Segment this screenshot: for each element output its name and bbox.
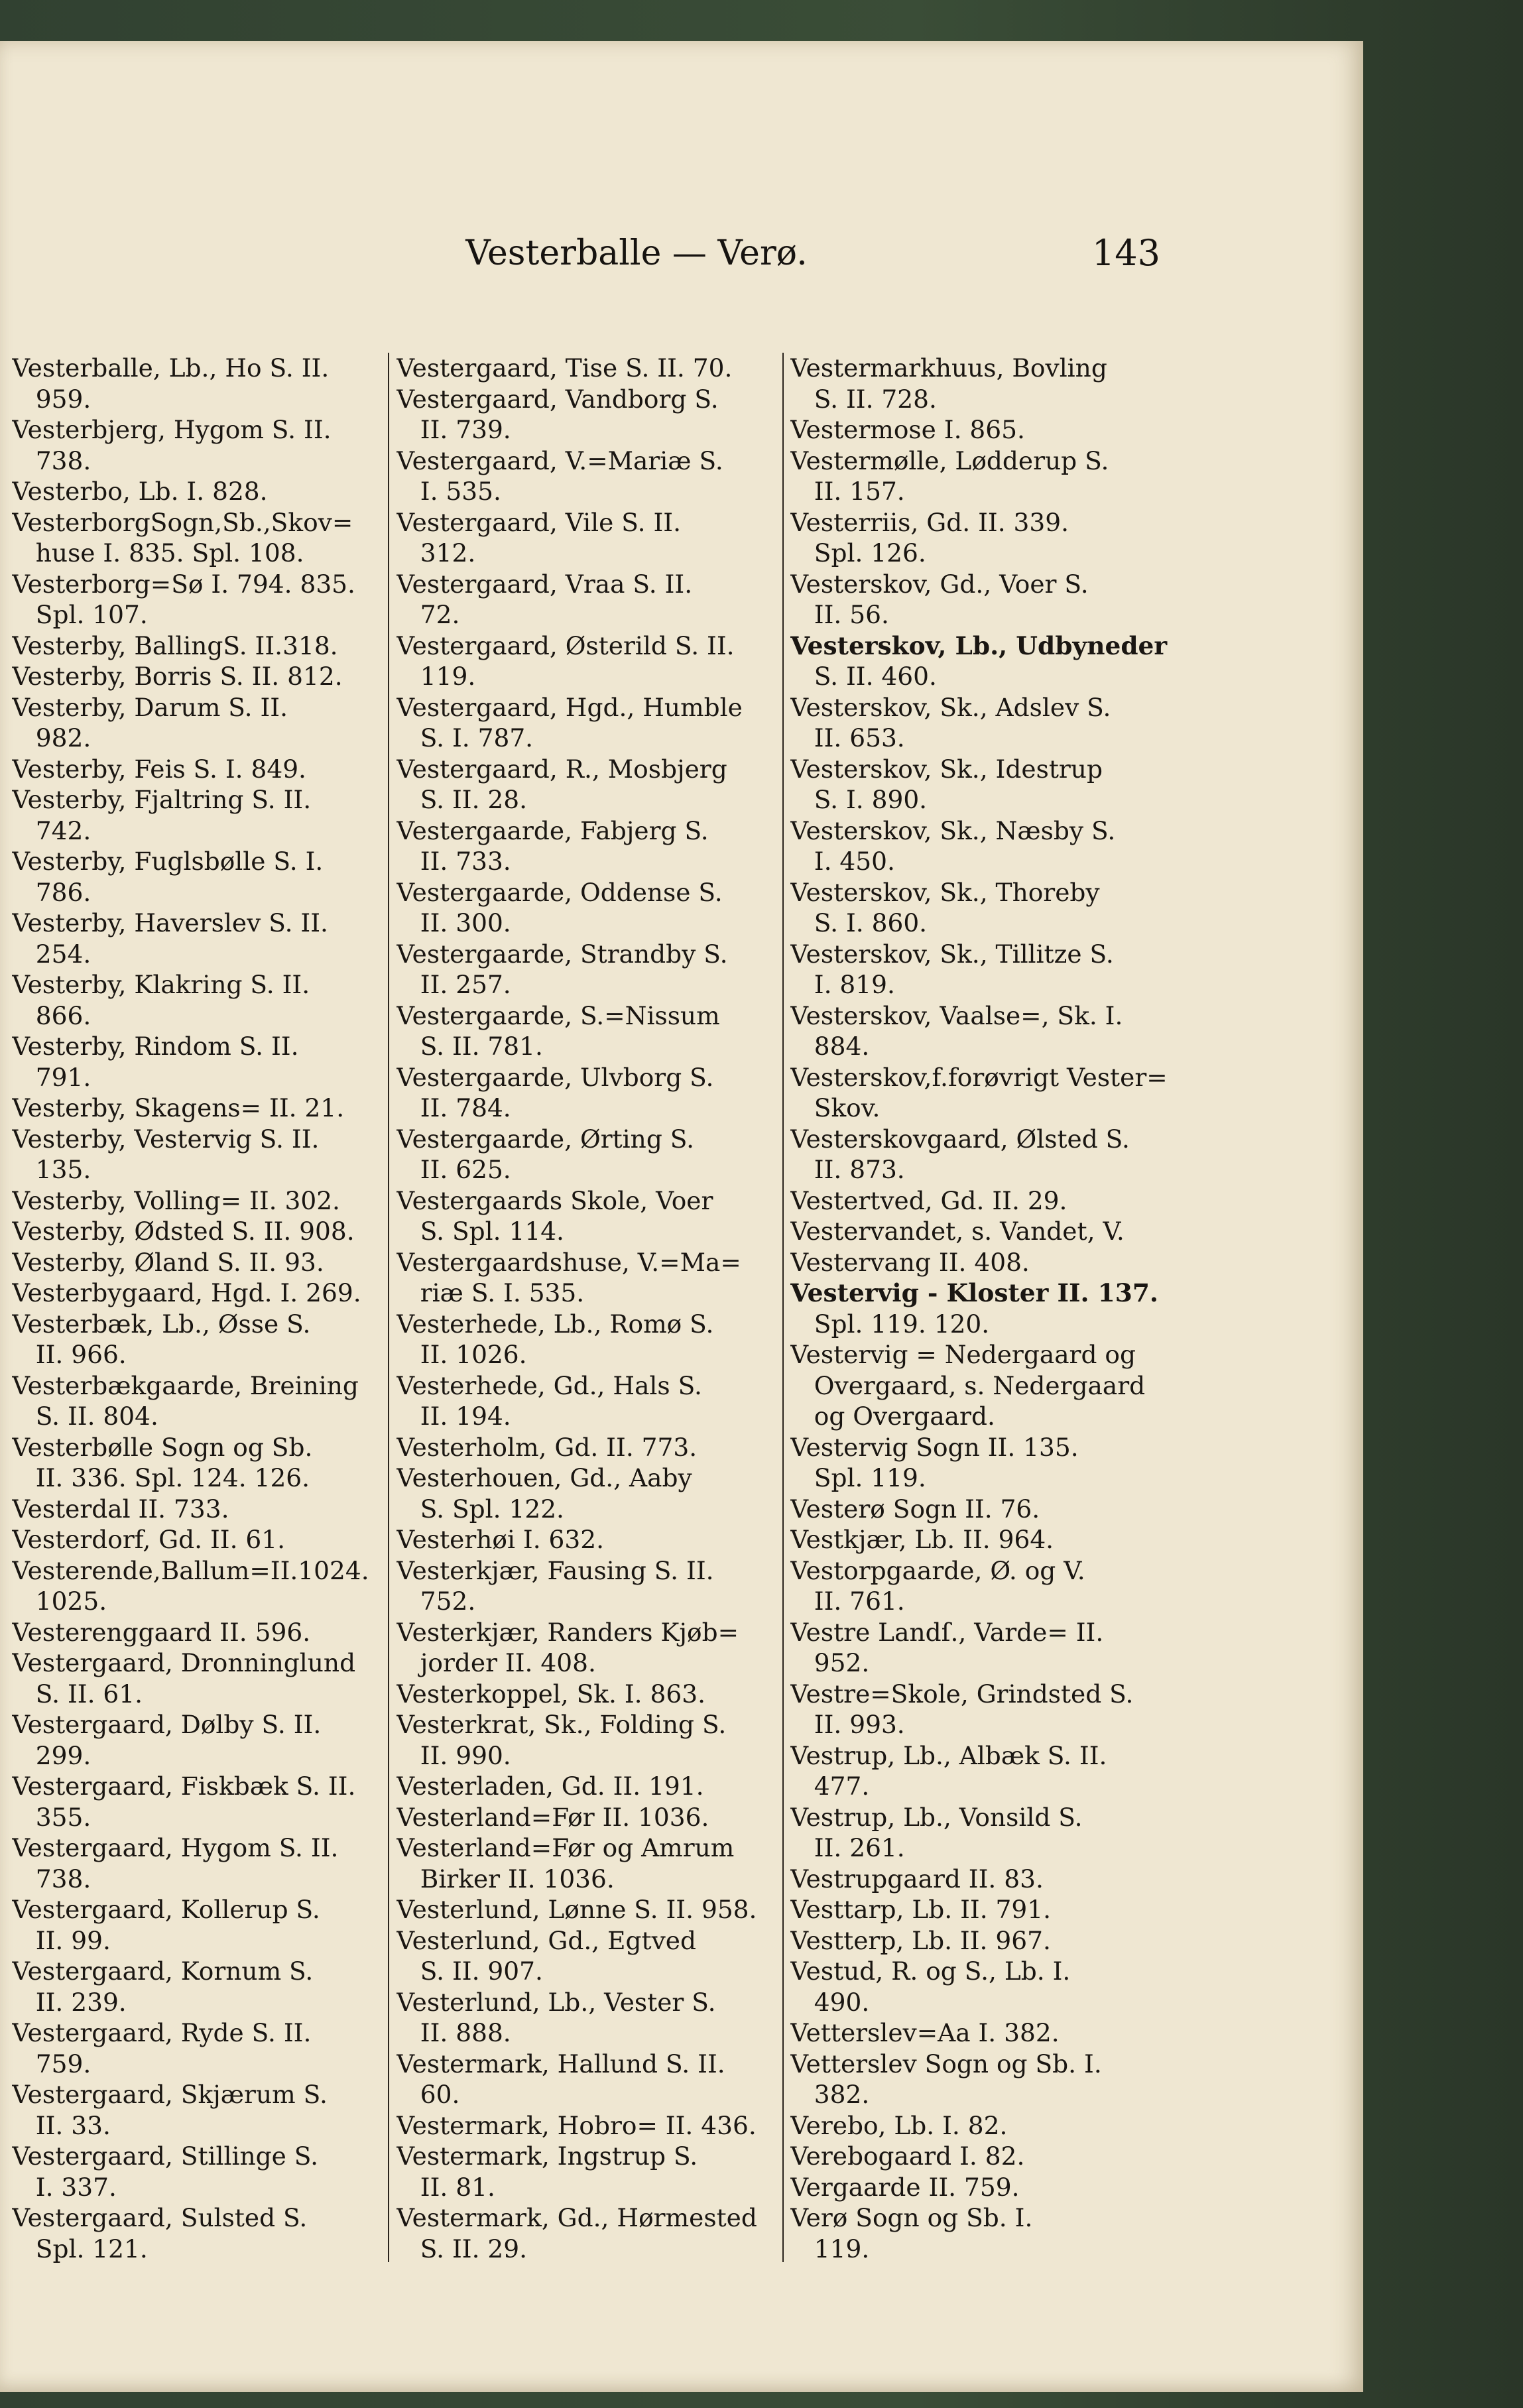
index-entry-line: Vesterhøi I. 632.: [396, 1525, 605, 1554]
index-entry-line: 312.: [396, 538, 476, 568]
index-entry-line: I. 535.: [396, 477, 501, 506]
index-entry-line: 759.: [12, 2049, 91, 2078]
index-entry-line: Spl. 119. 120.: [790, 1309, 990, 1339]
index-entry-line: jorder II. 408.: [396, 1648, 596, 1677]
index-entry-line: S. Spl. 122.: [396, 1494, 564, 1524]
index-entry-line: Vesterlund, Lb., Vester S.: [396, 1987, 716, 2017]
index-entry-line: Vestergaard, Skjærum S.: [12, 2080, 328, 2109]
index-entry-line: Vestermark, Ingstrup S.: [396, 2141, 698, 2171]
index-entry-line: Vesterbølle Sogn og Sb.: [12, 1432, 313, 1462]
index-entry-line: 952.: [790, 1648, 870, 1677]
index-entry-line: Vestergaarde, Ørting S.: [396, 1124, 695, 1154]
index-entry-line: 866.: [12, 1000, 91, 1030]
index-entry-line: 299.: [12, 1740, 91, 1770]
index-entry-line: S. I. 890.: [790, 785, 928, 814]
index-entry-line: Vestergaard, Hgd., Humble: [396, 692, 743, 722]
index-entry-line: Vesterland=Før II. 1036.: [396, 1802, 709, 1832]
index-entry-line: 477.: [790, 1772, 870, 1801]
index-entry-line: II. 888.: [396, 2018, 511, 2047]
index-entry-line: Vesterby, Ødsted S. II. 908.: [12, 1217, 355, 1246]
index-entry-line: Vestergaard, Hygom S. II.: [12, 1833, 339, 1862]
index-entry-line: 119.: [790, 2234, 870, 2263]
index-entry-line: Vesterskov, Sk., Næsby S.: [790, 815, 1116, 845]
index-entry-line: 752.: [396, 1587, 476, 1616]
index-entry-line: Vesterlund, Lønne S. II. 958.: [396, 1895, 757, 1924]
index-entry-line: II. 99.: [12, 1925, 111, 1955]
index-entry-line: Vestergaard, R., Mosbjerg: [396, 754, 727, 784]
index-entry-line: Vesterby, BallingS. II.318.: [12, 631, 338, 660]
index-entry-line: II. 653.: [790, 723, 905, 752]
index-entry-line: Vesterbo, Lb. I. 828.: [12, 477, 268, 506]
index-entry-line: Vesterby, Øland S. II. 93.: [12, 1247, 324, 1277]
index-entry-line: Vestergaard, Kornum S.: [12, 1957, 314, 1986]
index-entry-line: 254.: [12, 939, 91, 969]
index-entry-line: I. 337.: [12, 2172, 117, 2202]
index-entry-line: 742.: [12, 815, 91, 845]
index-entry-line: S. II. 29.: [396, 2234, 528, 2263]
index-entry-line: Spl. 121.: [12, 2234, 148, 2263]
index-entry-line: S. II. 28.: [396, 785, 528, 814]
index-entry-line: Vestermarkhuus, Bovling: [790, 353, 1107, 383]
index-entry-line: II. 625.: [396, 1155, 511, 1184]
index-entry-line: II. 81.: [396, 2172, 495, 2202]
column-divider: [782, 353, 784, 2262]
index-entry-line: Vestervandet, s. Vandet, V.: [790, 1217, 1125, 1246]
index-entry-line: Vestergaardshuse, V.=Ma=: [396, 1247, 741, 1277]
index-entry-line: Vesterballe, Lb., Ho S. II.: [12, 353, 330, 383]
index-entry-line: II. 761.: [790, 1587, 905, 1616]
index-entry-line: Vestergaard, Vile S. II.: [396, 507, 682, 537]
index-entry-line: 490.: [790, 1987, 870, 2017]
index-entry-line: Vestergaarde, Ulvborg S.: [396, 1062, 714, 1092]
index-entry-line: Vesterskov, Sk., Adslev S.: [790, 692, 1111, 722]
index-entry-line: Vergaarde II. 759.: [790, 2172, 1020, 2202]
running-title: Vesterballe — Verø.: [465, 233, 808, 273]
index-entry-line: Vestermark, Hallund S. II.: [396, 2049, 725, 2078]
index-entry-line: Birker II. 1036.: [396, 1864, 615, 1894]
index-entry-line: II. 261.: [790, 1833, 905, 1862]
index-entry-line: II. 784.: [396, 1093, 511, 1122]
index-entry-line: Vestergaard, Vraa S. II.: [396, 569, 693, 599]
index-entry-line: Verebogaard I. 82.: [790, 2141, 1025, 2171]
index-entry-line: 119.: [396, 662, 476, 691]
index-entry-line: Vestre Landſ., Varde= II.: [790, 1617, 1104, 1647]
index-entry-line: Vesterby, Fjaltring S. II.: [12, 785, 312, 814]
page: [0, 41, 1363, 2392]
index-entry-line: Spl. 107.: [12, 600, 148, 629]
index-entry-line: Vestergaards Skole, Voer: [396, 1185, 713, 1215]
index-entry-line: Vestrup, Lb., Vonsild S.: [790, 1802, 1083, 1832]
index-entry-line: huse I. 835. Spl. 108.: [12, 538, 304, 568]
index-entry-line: Skov.: [790, 1093, 881, 1122]
index-entry-line: 738.: [12, 446, 91, 475]
index-entry-line: Vestergaarde, Strandby S.: [396, 939, 728, 969]
index-entry-line: Vesterkrat, Sk., Folding S.: [396, 1710, 727, 1739]
index-entry-line: Vestermark, Hobro= II. 436.: [396, 2110, 757, 2140]
index-entry-line: Vesterskov, Lb., Udbyneder: [790, 631, 1168, 660]
index-entry-line: Vesterby, Rindom S. II.: [12, 1032, 299, 1061]
index-entry-line: II. 56.: [790, 600, 889, 629]
index-entry-line: Vestorpgaarde, Ø. og V.: [790, 1555, 1085, 1585]
index-entry-line: Vestergaard, Ryde S. II.: [12, 2018, 312, 2047]
page-number: 143: [1091, 232, 1160, 274]
index-entry-line: Vestergaarde, Oddense S.: [396, 877, 723, 907]
index-entry-line: Vestergaard, Fiskbæk S. II.: [12, 1772, 356, 1801]
index-column-right: [790, 353, 1175, 2275]
index-entry-line: II. 1026.: [396, 1340, 527, 1369]
index-column-middle: [396, 353, 772, 2275]
index-entry-line: 382.: [790, 2080, 870, 2109]
index-entry-line: Vesterhede, Lb., Romø S.: [396, 1309, 714, 1339]
index-entry-line: Vestergaard, Stillinge S.: [12, 2141, 319, 2171]
index-entry-line: S. II. 460.: [790, 662, 937, 691]
index-entry-line: Vesterby, Vestervig S. II.: [12, 1124, 320, 1154]
index-entry-line: Vesterskov, Sk., Thoreby: [790, 877, 1100, 907]
index-entry-line: Vestterp, Lb. II. 967.: [790, 1925, 1051, 1955]
index-entry-line: II. 990.: [396, 1740, 511, 1770]
index-entry-line: Vesterborg=Sø I. 794. 835.: [12, 569, 355, 599]
index-entry-line: 982.: [12, 723, 91, 752]
index-entry-line: Vestergaard, Tise S. II. 70.: [396, 353, 733, 383]
index-entry-line: Vesterskov, Gd., Voer S.: [790, 569, 1089, 599]
index-entry-line: Vestervig Sogn II. 135.: [790, 1432, 1079, 1462]
index-entry-line: Vestermølle, Lødderup S.: [790, 446, 1109, 475]
index-entry-line: S. I. 787.: [396, 723, 534, 752]
index-entry-line: Vesterby, Fuglsbølle S. I.: [12, 847, 324, 876]
index-entry-line: S. I. 860.: [790, 908, 928, 937]
index-entry-line: II. 966.: [12, 1340, 127, 1369]
index-entry-line: II. 194.: [396, 1402, 511, 1431]
index-entry-line: Vesterkjær, Fausing S. II.: [396, 1555, 714, 1585]
index-entry-line: Vestkjær, Lb. II. 964.: [790, 1525, 1054, 1554]
index-entry-line: Vesterskovgaard, Ølsted S.: [790, 1124, 1130, 1154]
index-entry-line: Vesterenggaard II. 596.: [12, 1617, 311, 1647]
index-entry-line: og Overgaard.: [790, 1402, 995, 1431]
index-entry-line: Vesterriis, Gd. II. 339.: [790, 507, 1069, 537]
index-entry-line: Vesterø Sogn II. 76.: [790, 1494, 1040, 1524]
page-header: [0, 220, 1363, 293]
index-entry-line: Vesterbæk, Lb., Øsse S.: [12, 1309, 311, 1339]
index-entry-line: Vestergaard, Østerild S. II.: [396, 631, 735, 660]
index-entry-line: II. 33.: [12, 2110, 111, 2140]
index-entry-line: S. II. 61.: [12, 1679, 143, 1709]
index-entry-line: Vestergaard, Sulsted S.: [12, 2203, 308, 2232]
index-entry-line: Vesterladen, Gd. II. 191.: [396, 1772, 704, 1801]
index-entry-line: 135.: [12, 1155, 91, 1184]
index-entry-line: Vesterbygaard, Hgd. I. 269.: [12, 1278, 361, 1307]
index-entry-line: Vesterkoppel, Sk. I. 863.: [396, 1679, 706, 1709]
index-entry-line: II. 257.: [396, 970, 511, 999]
index-entry-line: 791.: [12, 1062, 91, 1092]
index-entry-line: Vestergaard, V.=Mariæ S.: [396, 446, 723, 475]
index-entry-line: Vesterland=Før og Amrum: [396, 1833, 735, 1862]
index-entry-line: Vesterby, Volling= II. 302.: [12, 1185, 340, 1215]
index-entry-line: Vestre=Skole, Grindsted S.: [790, 1679, 1134, 1709]
index-entry-line: Vestergaard, Kollerup S.: [12, 1895, 320, 1924]
index-entry-line: Vesterby, Darum S. II.: [12, 692, 288, 722]
index-entry-line: Vesterby, Klakring S. II.: [12, 970, 310, 999]
index-entry-line: Vesterskov, Sk., Idestrup: [790, 754, 1103, 784]
index-entry-line: 884.: [790, 1032, 870, 1061]
index-entry-line: II. 157.: [790, 477, 905, 506]
index-entry-line: Vesterkjær, Randers Kjøb=: [396, 1617, 739, 1647]
index-entry-line: Vestergaarde, S.=Nissum: [396, 1000, 720, 1030]
index-entry-line: Vestervang II. 408.: [790, 1247, 1030, 1277]
index-entry-line: II. 336. Spl. 124. 126.: [12, 1463, 310, 1492]
index-entry-line: 786.: [12, 877, 91, 907]
index-entry-line: Vesterby, Haverslev S. II.: [12, 908, 328, 937]
index-entry-line: Vestud, R. og S., Lb. I.: [790, 1957, 1071, 1986]
index-entry-line: Vestergaard, Vandborg S.: [396, 384, 719, 414]
index-entry-line: II. 300.: [396, 908, 511, 937]
index-entry-line: Vestergaard, Dølby S. II.: [12, 1710, 322, 1739]
index-entry-line: 959.: [12, 384, 91, 414]
index-entry-line: Vesttarp, Lb. II. 791.: [790, 1895, 1052, 1924]
index-entry-line: Vesterby, Borris S. II. 812.: [12, 662, 343, 691]
index-entry-line: II. 739.: [396, 415, 511, 444]
index-entry-line: II. 873.: [790, 1155, 905, 1184]
index-entry-line: Vesterende,Ballum=II.1024.: [12, 1555, 369, 1585]
index-entry-line: Vestergaard, Dronninglund: [12, 1648, 356, 1677]
index-entry-line: Vesterskov, Sk., Tillitze S.: [790, 939, 1114, 969]
index-entry-line: S. II. 728.: [790, 384, 937, 414]
index-entry-line: Vesterbækgaarde, Breining: [12, 1370, 359, 1400]
index-entry-line: I. 450.: [790, 847, 895, 876]
index-entry-line: 60.: [396, 2080, 460, 2109]
index-entry-line: Vesterhede, Gd., Hals S.: [396, 1370, 702, 1400]
index-entry-line: Vesterby, Feis S. I. 849.: [12, 754, 306, 784]
index-column-left: [12, 353, 380, 2275]
index-entry-line: Overgaard, s. Nedergaard: [790, 1370, 1146, 1400]
index-entry-line: 738.: [12, 1864, 91, 1894]
index-entry-line: Vesterlund, Gd., Egtved: [396, 1925, 696, 1955]
index-entry-line: Vesterskov,f.forøvrigt Vester=: [790, 1062, 1168, 1092]
index-entry-line: Vestermose I. 865.: [790, 415, 1025, 444]
index-entry-line: Spl. 119.: [790, 1463, 926, 1492]
index-entry-line: Vestergaarde, Fabjerg S.: [396, 815, 709, 845]
index-entry-line: 355.: [12, 1802, 91, 1832]
index-entry-line: VesterborgSogn,Sb.,Skov=: [12, 507, 353, 537]
index-entry-line: Verø Sogn og Sb. I.: [790, 2203, 1033, 2232]
index-entry-line: Vestermark, Gd., Hørmested: [396, 2203, 757, 2232]
index-entry-line: Vestrupgaard II. 83.: [790, 1864, 1044, 1894]
index-entry-line: S. II. 804.: [12, 1402, 158, 1431]
index-entry-line: Vestervig - Kloster II. 137.: [790, 1278, 1158, 1307]
index-entry-line: Vesterholm, Gd. II. 773.: [396, 1432, 698, 1462]
index-entry-line: S. Spl. 114.: [396, 1217, 564, 1246]
index-entry-line: I. 819.: [790, 970, 895, 999]
index-entry-line: S. II. 781.: [396, 1032, 543, 1061]
index-entry-line: 72.: [396, 600, 460, 629]
index-entry-line: Vesterhouen, Gd., Aaby: [396, 1463, 692, 1492]
index-entry-line: Vesterdorf, Gd. II. 61.: [12, 1525, 286, 1554]
index-entry-line: Vesterskov, Vaalse=, Sk. I.: [790, 1000, 1123, 1030]
index-entry-line: 1025.: [12, 1587, 107, 1616]
index-entry-line: Vestervig = Nedergaard og: [790, 1340, 1136, 1369]
index-entry-line: II. 733.: [396, 847, 511, 876]
index-entry-line: Vesterdal II. 733.: [12, 1494, 229, 1524]
index-entry-line: Vesterbjerg, Hygom S. II.: [12, 415, 332, 444]
column-divider: [388, 353, 389, 2262]
index-entry-line: Vestertved, Gd. II. 29.: [790, 1185, 1067, 1215]
index-entry-line: S. II. 907.: [396, 1957, 543, 1986]
index-entry-line: riæ S. I. 535.: [396, 1278, 585, 1307]
index-entry-line: Vesterby, Skagens= II. 21.: [12, 1093, 345, 1122]
index-entry-line: Verebo, Lb. I. 82.: [790, 2110, 1008, 2140]
index-entry-line: II. 239.: [12, 1987, 127, 2017]
index-entry-line: Vestrup, Lb., Albæk S. II.: [790, 1740, 1107, 1770]
index-entry-line: Spl. 126.: [790, 538, 926, 568]
index-entry-line: Vetterslev Sogn og Sb. I.: [790, 2049, 1102, 2078]
index-entry-line: II. 993.: [790, 1710, 905, 1739]
index-entry-line: Vetterslev=Aa I. 382.: [790, 2018, 1060, 2047]
